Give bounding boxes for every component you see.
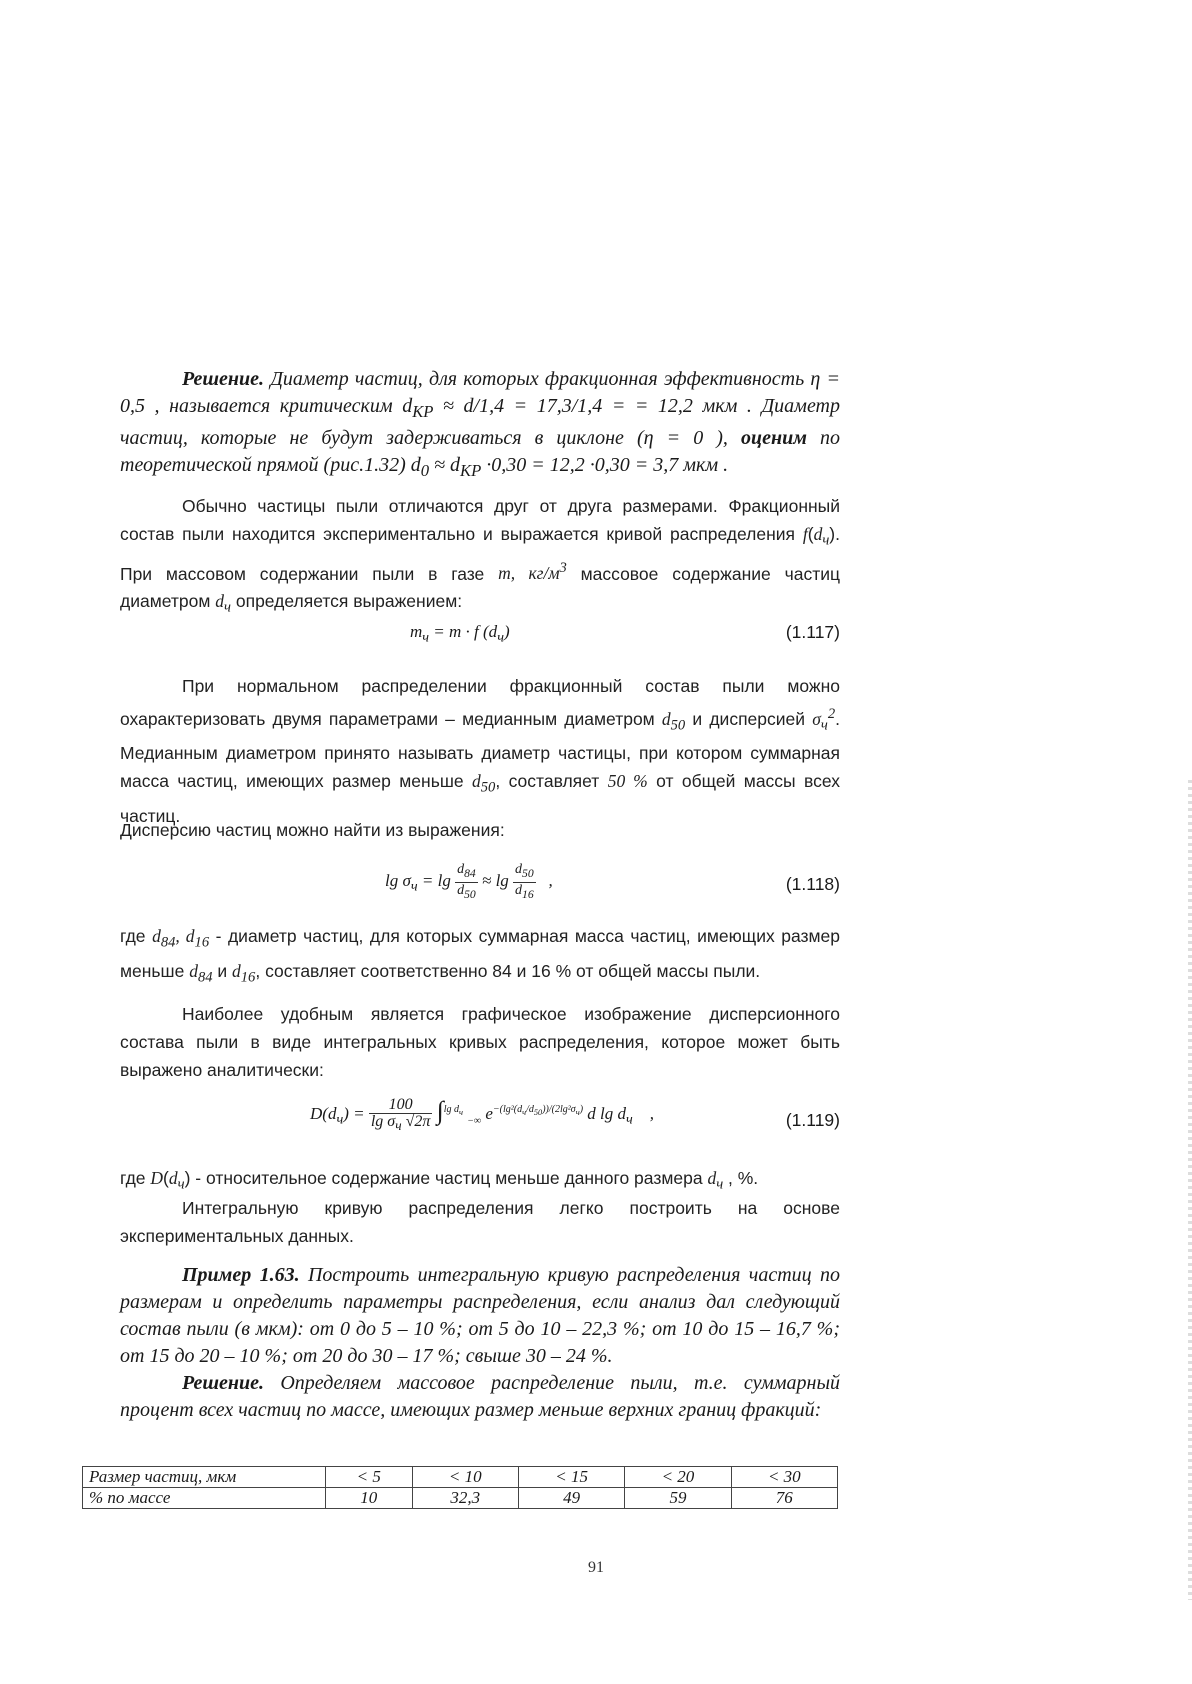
paragraph-dispersion-intro bbox=[120, 816, 840, 844]
equation-1-117 bbox=[120, 614, 840, 654]
equation-body: $D(d_ч)$ = $\frac{100}{\lg \sigma_ч √2\pi}$ ∫$^{lg d_ч}$ $_{-\infty}$ $e^{-(lg^2(d_ч/d_{50}))/(2lg^2\sigma_ч)}$ d $\lg d_ч$ , bbox=[310, 1095, 655, 1133]
table-cell: < 20 bbox=[625, 1467, 731, 1488]
equation-body: $\lg \sigma_ч = \lg$ $\frac{d_{84}}{d_{50}}$ ≈ lg $\frac{d_{50}}{d_{16}}$ , bbox=[385, 862, 553, 901]
solution-lead: Решение. bbox=[182, 368, 265, 390]
table-cell: 10 bbox=[326, 1488, 413, 1509]
equation-number: (1.117) bbox=[785, 622, 840, 642]
paragraph-fractional-composition bbox=[120, 492, 840, 622]
equation-1-118 bbox=[120, 854, 840, 910]
solution-paragraph-2 bbox=[120, 1370, 840, 1424]
example-1-63 bbox=[120, 1262, 840, 1370]
paragraph-text: Наиболее удобным является графическое изображение дисперсионного состава пыли в виде интегральных кривых распределения, которое может быть выражено аналитически: bbox=[120, 1004, 840, 1080]
particle-size-table bbox=[82, 1466, 838, 1509]
paragraph-text: где $D(d_ч)$ - относительное содержание частиц меньше данного размера $d_ч$ , %. bbox=[120, 1168, 759, 1193]
paragraph-build-curve bbox=[120, 1194, 840, 1250]
table-cell: 76 bbox=[731, 1488, 837, 1509]
table-cell: 59 bbox=[625, 1488, 731, 1509]
page-number: 91 bbox=[588, 1559, 604, 1576]
solution-paragraph-1 bbox=[120, 366, 840, 484]
paragraph-text: При нормальном распределении фракционный состав пыли можно охарактеризовать двумя параметрами – медианным диаметром $d_{50}$ и дисперсией $\sigma_ч^2$. Медианным диаметром принято называть диаметр частицы, при котором суммарная масса частиц, имеющих размер меньше $d_{50}$, составляет 50 % от общей массы всех частиц. bbox=[120, 676, 841, 826]
table-cell: < 30 bbox=[731, 1467, 837, 1488]
scan-edge-artifact bbox=[1188, 780, 1192, 1600]
solution-text: Диаметр частиц, для которых фракционная эффективность η = 0,5 , называется критическим $d_{КР} \approx d/1,4 = 17,3/1,4$ = = 12,2 мкм . Диаметр частиц, которые не будут задерживаться в циклоне (η = 0 ), оценим по теоретической прямой (рис.1.32) $d_0 \approx d_{КР} \cdot 0,30 = 12,2 \cdot 0,30 = 3,7$ мкм . bbox=[120, 368, 841, 480]
paragraph-text: Обычно частицы пыли отличаются друг от друга размерами. Фракционный состав пыли находится экспериментально и выражается кривой распределения $f(d_ч)$. При массовом содержании пыли в газе m, $кг/м^3$ массовое содержание частиц диаметром $d_ч$ определяется выражением: bbox=[120, 496, 841, 616]
paragraph-integral-curves bbox=[120, 1000, 840, 1084]
table-cell: < 10 bbox=[412, 1467, 518, 1488]
table-cell: % по массе bbox=[83, 1488, 326, 1509]
example-text: Построить интегральную кривую распределения частиц по размерам и определить параметры распределения, если анализ дал следующий состав пыли (в мкм): от 0 до 5 – 10 %; от 5 до 10 – 22,3 %; от 10 до 15 – 16,7 %; от 15 до 20 – 10 %; от 20 до 30 – 17 %; свыше 30 – 24 %. bbox=[120, 1264, 841, 1367]
table-cell: Размер частиц, мкм bbox=[83, 1467, 326, 1488]
equation-number: (1.118) bbox=[785, 874, 840, 894]
table-row-mass bbox=[83, 1488, 838, 1509]
paragraph-text: Интегральную кривую распределения легко построить на основе экспериментальных данных. bbox=[120, 1198, 840, 1246]
equation-1-119 bbox=[120, 1088, 840, 1152]
table-cell: 49 bbox=[518, 1488, 624, 1509]
solution-text: Определяем массовое распределение пыли, т.е. суммарный процент всех частиц по массе, имеющих размер меньше верхних границ фракций: bbox=[120, 1372, 840, 1421]
paragraph-d84-d16 bbox=[120, 922, 840, 991]
solution-lead: Решение. bbox=[182, 1372, 265, 1394]
equation-number: (1.119) bbox=[785, 1110, 840, 1130]
table-cell: < 15 bbox=[518, 1467, 624, 1488]
paragraph-normal-distribution bbox=[120, 672, 840, 830]
table-cell: < 5 bbox=[326, 1467, 413, 1488]
paragraph-text: где $d_{84}$, $d_{16}$ - диаметр частиц, для которых суммарная масса частиц, имеющих размер меньше $d_{84}$ и $d_{16}$, составляет соответственно 84 и 16 % от общей массы пыли. bbox=[120, 926, 841, 985]
table-cell: 32,3 bbox=[412, 1488, 518, 1509]
paragraph-text: Дисперсию частиц можно найти из выражения: bbox=[120, 820, 505, 840]
table-row-size bbox=[83, 1467, 838, 1488]
example-lead: Пример 1.63. bbox=[182, 1264, 300, 1286]
equation-body: $m_ч = m \cdot f$ $(d_ч)$ bbox=[410, 622, 510, 646]
